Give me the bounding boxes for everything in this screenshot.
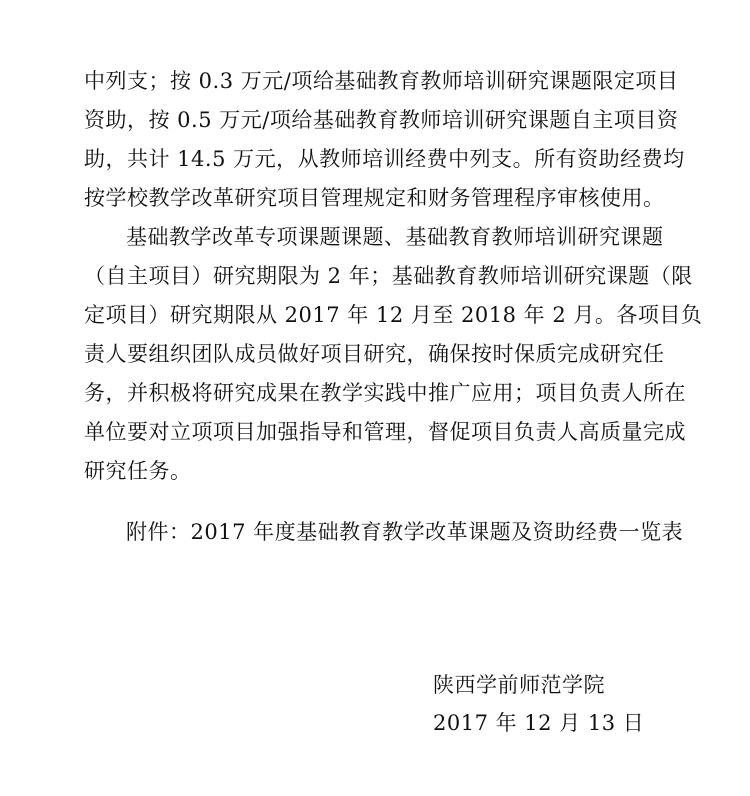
paragraph-1-line-3: 助，共计 14.5 万元，从教师培训经费中列支。所有资助经费均 xyxy=(84,147,685,171)
paragraph-2-line-6: 单位要对立项项目加强指导和管理，督促项目负责人高质量完成 xyxy=(84,420,686,444)
paragraph-1-line-2: 资助，按 0.5 万元/项给基础教育教师培训研究课题自主项目资 xyxy=(84,108,679,132)
paragraph-2-line-5: 务，并积极将研究成果在教学实践中推广应用；项目负责人所在 xyxy=(84,381,686,405)
paragraph-1-line-1: 中列支；按 0.3 万元/项给基础教育教师培训研究课题限定项目 xyxy=(84,69,679,93)
signature-organization: 陕西学前师范学院 xyxy=(433,673,605,697)
document-body xyxy=(84,62,703,491)
paragraph-2-line-1: 基础教学改革专项课题课题、基础教育教师培训研究课题 xyxy=(126,225,664,249)
attachment-note: 附件：2017 年度基础教育教学改革课题及资助经费一览表 xyxy=(126,520,684,544)
paragraph-2-line-2: （自主项目）研究期限为 2 年；基础教育教师培训研究课题（限 xyxy=(84,264,693,288)
signature-block xyxy=(433,666,644,742)
paragraph-1-line-4: 按学校教学改革研究项目管理规定和财务管理程序审核使用。 xyxy=(84,186,665,210)
signature-date: 2017 年 12 月 13 日 xyxy=(433,711,645,735)
paragraph-2-line-4: 责人要组织团队成员做好项目研究，确保按时保质完成研究任 xyxy=(84,342,665,366)
paragraph-2-line-7: 研究任务。 xyxy=(84,459,192,483)
paragraph-2-line-3: 定项目）研究期限从 2017 年 12 月至 2018 年 2 月。各项目负 xyxy=(84,303,703,327)
